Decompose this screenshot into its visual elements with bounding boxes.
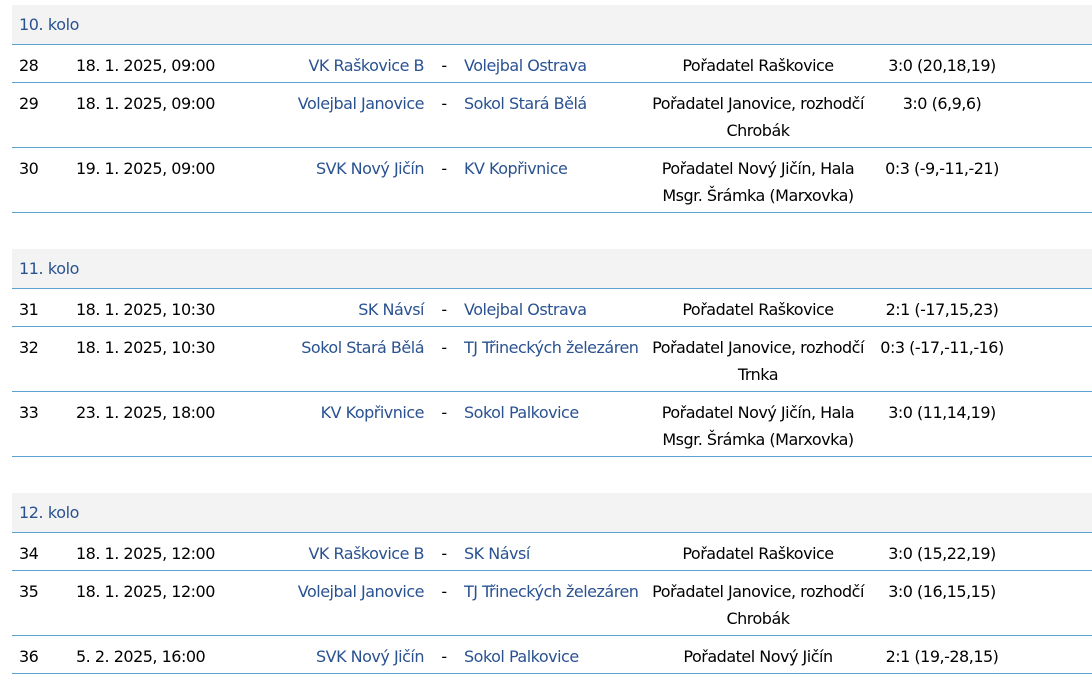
home-team-link[interactable]: VK Raškovice B — [308, 56, 424, 75]
away-team-link[interactable]: KV Kopřivnice — [464, 159, 568, 178]
match-date: 18. 1. 2025, 09:00 — [76, 83, 272, 148]
away-team-link[interactable]: Volejbal Ostrava — [464, 56, 587, 75]
home-team-link[interactable]: KV Kopřivnice — [320, 403, 424, 422]
match-score: 3:0 (6,9,6) — [867, 83, 1017, 148]
match-venue: Pořadatel Janovice, rozhodčí Chrobák — [649, 571, 867, 636]
match-date: 18. 1. 2025, 12:00 — [76, 571, 272, 636]
match-date: 23. 1. 2025, 18:00 — [76, 392, 272, 457]
match-number: 33 — [12, 392, 76, 457]
match-venue: Pořadatel Nový Jičín, Hala Msgr. Šrámka (Marxovka) — [649, 392, 867, 457]
match-row — [12, 636, 1092, 674]
match-score: 3:0 (20,18,19) — [867, 45, 1017, 83]
round-title: 11. kolo — [12, 249, 1092, 289]
match-score: 3:0 (11,14,19) — [867, 392, 1017, 457]
home-team-link[interactable]: Sokol Stará Bělá — [301, 338, 424, 357]
match-number: 28 — [12, 45, 76, 83]
match-score: 2:1 (19,-28,15) — [867, 636, 1017, 674]
match-row — [12, 327, 1092, 392]
match-date: 18. 1. 2025, 10:30 — [76, 289, 272, 327]
home-team-link[interactable]: SK Návsí — [358, 300, 424, 319]
match-row — [12, 83, 1092, 148]
match-number: 29 — [12, 83, 76, 148]
home-team-link[interactable]: Volejbal Janovice — [297, 582, 424, 601]
away-team-link[interactable]: SK Návsí — [464, 544, 530, 563]
home-team-link[interactable]: SVK Nový Jičín — [315, 647, 424, 666]
match-venue: Pořadatel Janovice, rozhodčí Trnka — [649, 327, 867, 392]
match-date: 18. 1. 2025, 09:00 — [76, 45, 272, 83]
match-venue: Pořadatel Raškovice — [649, 533, 867, 571]
team-separator: - — [424, 636, 464, 674]
round-title: 12. kolo — [12, 493, 1092, 533]
away-team-link[interactable]: Sokol Palkovice — [464, 403, 579, 422]
team-separator: - — [424, 289, 464, 327]
match-venue: Pořadatel Raškovice — [649, 289, 867, 327]
away-team-link[interactable]: Sokol Palkovice — [464, 647, 579, 666]
match-score: 3:0 (15,22,19) — [867, 533, 1017, 571]
match-venue: Pořadatel Raškovice — [649, 45, 867, 83]
match-score: 0:3 (-17,-11,-16) — [867, 327, 1017, 392]
match-venue: Pořadatel Nový Jičín, Hala Msgr. Šrámka (Marxovka) — [649, 148, 867, 213]
home-team-link[interactable]: SVK Nový Jičín — [315, 159, 424, 178]
round-11 — [12, 249, 1092, 457]
match-venue: Pořadatel Nový Jičín — [649, 636, 867, 674]
match-score: 2:1 (-17,15,23) — [867, 289, 1017, 327]
away-team-link[interactable]: Volejbal Ostrava — [464, 300, 587, 319]
match-date: 19. 1. 2025, 09:00 — [76, 148, 272, 213]
match-row — [12, 571, 1092, 636]
match-number: 36 — [12, 636, 76, 674]
team-separator: - — [424, 148, 464, 213]
match-date: 18. 1. 2025, 12:00 — [76, 533, 272, 571]
match-score: 0:3 (-9,-11,-21) — [867, 148, 1017, 213]
match-row — [12, 289, 1092, 327]
home-team-link[interactable]: VK Raškovice B — [308, 544, 424, 563]
match-number: 35 — [12, 571, 76, 636]
match-row — [12, 533, 1092, 571]
match-row — [12, 148, 1092, 213]
team-separator: - — [424, 533, 464, 571]
match-table — [12, 533, 1092, 674]
team-separator: - — [424, 83, 464, 148]
match-row — [12, 392, 1092, 457]
match-number: 31 — [12, 289, 76, 327]
home-team-link[interactable]: Volejbal Janovice — [297, 94, 424, 113]
away-team-link[interactable]: TJ Třineckých železáren — [464, 338, 639, 357]
team-separator: - — [424, 392, 464, 457]
match-number: 34 — [12, 533, 76, 571]
team-separator: - — [424, 571, 464, 636]
match-table — [12, 289, 1092, 457]
away-team-link[interactable]: Sokol Stará Bělá — [464, 94, 587, 113]
round-10 — [12, 5, 1092, 213]
round-title: 10. kolo — [12, 5, 1092, 45]
match-row — [12, 45, 1092, 83]
match-number: 32 — [12, 327, 76, 392]
round-12 — [12, 493, 1092, 674]
match-table — [12, 45, 1092, 213]
away-team-link[interactable]: TJ Třineckých železáren — [464, 582, 639, 601]
team-separator: - — [424, 327, 464, 392]
match-date: 5. 2. 2025, 16:00 — [76, 636, 272, 674]
team-separator: - — [424, 45, 464, 83]
match-venue: Pořadatel Janovice, rozhodčí Chrobák — [649, 83, 867, 148]
match-score: 3:0 (16,15,15) — [867, 571, 1017, 636]
match-number: 30 — [12, 148, 76, 213]
match-date: 18. 1. 2025, 10:30 — [76, 327, 272, 392]
